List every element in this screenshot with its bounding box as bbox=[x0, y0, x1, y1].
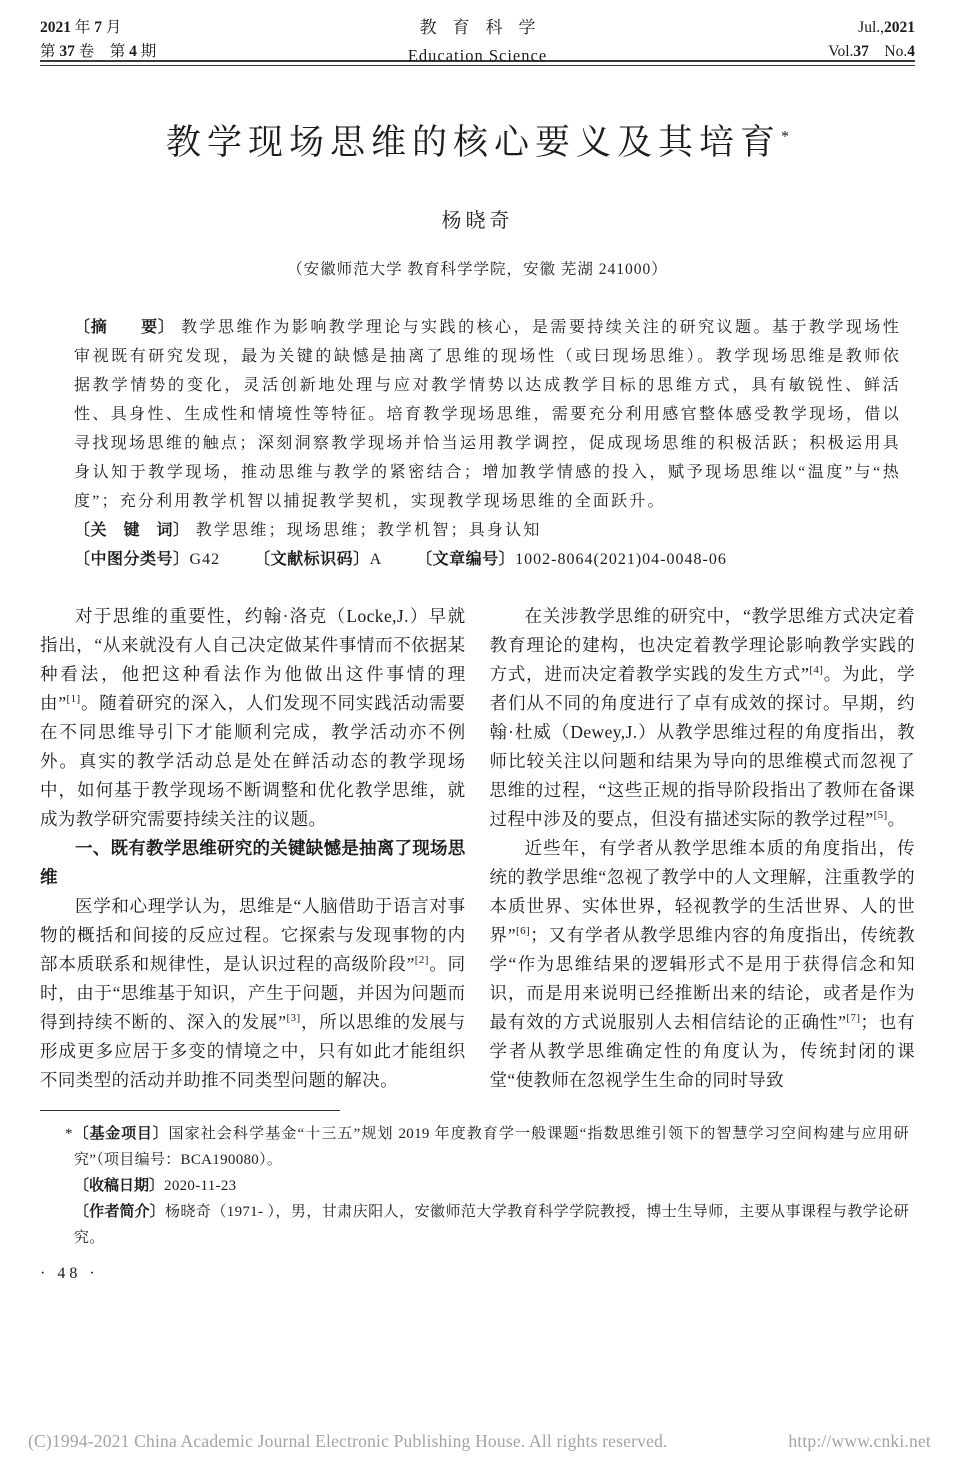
reference-marker: [2] bbox=[414, 954, 429, 967]
abstract-label: 〔摘 要〕 bbox=[74, 319, 175, 336]
journal-issue-cn: 第 37 卷 第 4 期 bbox=[40, 43, 157, 60]
reference-marker: [4] bbox=[809, 664, 824, 677]
received-text: 2020-11-23 bbox=[164, 1178, 237, 1194]
page-number: · 48 · bbox=[40, 1265, 99, 1282]
body-paragraph: 对于思维的重要性，约翰·洛克（Locke,J.）早就指出，“从来就没有人自己决定做某件事情而不依据某种看法，他把这种看法作为他做出这件事情的理由”[1]。随着研究的深入，人们发现不同实践活动需要在不同思维导引下才能顺利完成，教学活动亦不例外。真实的教学活动总是处在鲜活动态的教学现场中，如何基于教学现场不断调整和优化教学思维，就成为教学研究需要持续关注的议题。 bbox=[40, 606, 466, 829]
left-column bbox=[40, 602, 466, 1095]
journal-header-right bbox=[755, 16, 915, 64]
reference-marker: [5] bbox=[873, 809, 888, 822]
classification-line bbox=[74, 545, 901, 574]
copyright-text: (C)1994-2021 China Academic Journal Electronic Publishing House. All rights reserved. bbox=[28, 1431, 668, 1451]
doc-code-value: A bbox=[369, 551, 383, 568]
reference-marker: [1] bbox=[66, 693, 81, 706]
clc-label: 〔中图分类号〕 bbox=[74, 551, 190, 568]
article-id-label: 〔文章编号〕 bbox=[416, 551, 516, 568]
journal-header-left bbox=[40, 16, 200, 64]
reference-marker: [7] bbox=[846, 1012, 861, 1025]
footnote-author-bio bbox=[74, 1199, 909, 1251]
journal-header-center bbox=[200, 16, 755, 68]
journal-vol-no: Vol.37 No.4 bbox=[828, 43, 915, 60]
article-author: 杨晓奇 bbox=[441, 210, 514, 232]
abstract-text: 教学思维作为影响教学理论与实践的核心，是需要持续关注的研究议题。基于教学现场性审视既有研究发现，最为关键的缺憾是抽离了思维的现场性（或曰现场思维）。教学现场思维是教师依据教学情势的变化，灵活创新地处理与应对教学情势以达成教学目标的思维方式，具有敏锐性、鲜活性、具身性、生成性和情境性等特征。培育教学现场思维，需要充分利用感官整体感受教学现场，借以寻找现场思维的触点；深刻洞察教学现场并恰当运用教学调控，促成现场思维的积极活跃；积极运用具身认知于教学现场，推动思维与教学的紧密结合；增加教学情感的投入，赋予现场思维以“温度”与“热度”；充分利用教学机智以捕捉教学契机，实现教学现场思维的全面跃升。 bbox=[74, 319, 901, 510]
footnote-asterisk: * bbox=[65, 1126, 73, 1142]
reference-marker: [3] bbox=[286, 1012, 301, 1025]
section-heading: 一、既有教学思维研究的关键缺憾是抽离了现场思维 bbox=[40, 838, 466, 887]
article-title-text: 教学现场思维的核心要义及其培育 bbox=[165, 123, 781, 162]
title-footnote-asterisk: * bbox=[781, 128, 789, 146]
footnote-received-date bbox=[74, 1173, 909, 1199]
keywords-label: 〔关 键 词〕 bbox=[74, 522, 190, 539]
body-paragraph: 医学和心理学认为，思维是“人脑借助于语言对事物的概括和间接的反应过程。它探索与发现事物的内部本质联系和规律性，是认识过程的高级阶段”[2]。同时，由于“思维基于知识，产生于问题，并因为问题而得到持续不断的、深入的发展”[3]，所以思维的发展与形成更多应居于多变的情境之中，只有如此才能组织不同类型的活动并助推不同类型问题的解决。 bbox=[40, 896, 466, 1090]
cnki-url: http://www.cnki.net bbox=[788, 1431, 931, 1451]
clc-value: G42 bbox=[189, 551, 221, 568]
body-paragraph: 在关涉教学思维的研究中，“教学思维方式决定着教育理论的建构，也决定着教学理论影响教学实践的方式，进而决定着教学实践的发生方式”[4]。为此，学者们从不同的角度进行了卓有成效的探讨。早期，约翰·杜威（Dewey,J.）从教学思维过程的角度指出，教师比较关注以问题和结果为导向的思维模式而忽视了思维的过程，“这些正规的指导阶段指出了教师在备课过程中涉及的要点，但没有描述实际的教学过程”[5]。 bbox=[489, 606, 916, 829]
journal-title-en: Education Science bbox=[407, 46, 548, 65]
bio-text: 杨晓奇（1971- ），男，甘肃庆阳人，安徽师范大学教育科学学院教授，博士生导师，主要从事课程与教学论研究。 bbox=[74, 1204, 909, 1246]
article-id-value: 1002-8064(2021)04-0048-06 bbox=[515, 551, 727, 568]
fund-text: 国家社会科学基金“十三五”规划 2019 年度教育学一般课题“指数思维引领下的智慧学习空间构建与应用研究”（项目编号：BCA190080）。 bbox=[74, 1126, 909, 1168]
footnote-divider-rule bbox=[40, 1110, 340, 1111]
doc-code-label: 〔文献标识码〕 bbox=[254, 551, 370, 568]
keywords-line bbox=[74, 516, 901, 545]
abstract bbox=[74, 313, 901, 516]
journal-title-cn: 教育科学 bbox=[419, 18, 552, 37]
footnote-fund bbox=[65, 1121, 909, 1173]
footnotes-block bbox=[40, 1121, 915, 1251]
fund-label: 〔基金项目〕 bbox=[72, 1125, 169, 1142]
body-paragraph: 近些年，有学者从教学思维本质的角度指出，传统的教学思维“忽视了教学中的人文理解，注重教学的本质世界、实体世界，轻视教学的生活世界、人的世界”[6]；又有学者从教学思维内容的角度指出，传统教学“作为思维结果的逻辑形式不是用于获得信念和知识，而是用来说明已经推断出来的结论，或者是作为最有效的方式说服别人去相信结论的正确性”[7]；也有学者从教学思维确定性的角度认为，传统封闭的课堂“使教师在忽视学生生命的同时导致 bbox=[489, 838, 915, 1090]
reference-marker: [6] bbox=[516, 925, 531, 938]
journal-date-en: Jul.,2021 bbox=[858, 19, 915, 36]
article-body bbox=[40, 602, 915, 1095]
journal-date-cn: 2021 年 7 月 bbox=[40, 19, 122, 36]
received-label: 〔收稿日期〕 bbox=[74, 1177, 165, 1194]
bio-label: 〔作者简介〕 bbox=[74, 1203, 165, 1220]
article-meta-block bbox=[74, 313, 901, 574]
copyright-watermark bbox=[28, 1431, 931, 1452]
journal-header bbox=[40, 0, 915, 65]
keywords-text: 教学思维；现场思维；教学机智；具身认知 bbox=[195, 522, 542, 539]
right-column bbox=[490, 602, 916, 1095]
article-affiliation: （安徽师范大学 教育科学学院，安徽 芜湖 241000） bbox=[287, 261, 668, 278]
article-title bbox=[40, 122, 915, 164]
